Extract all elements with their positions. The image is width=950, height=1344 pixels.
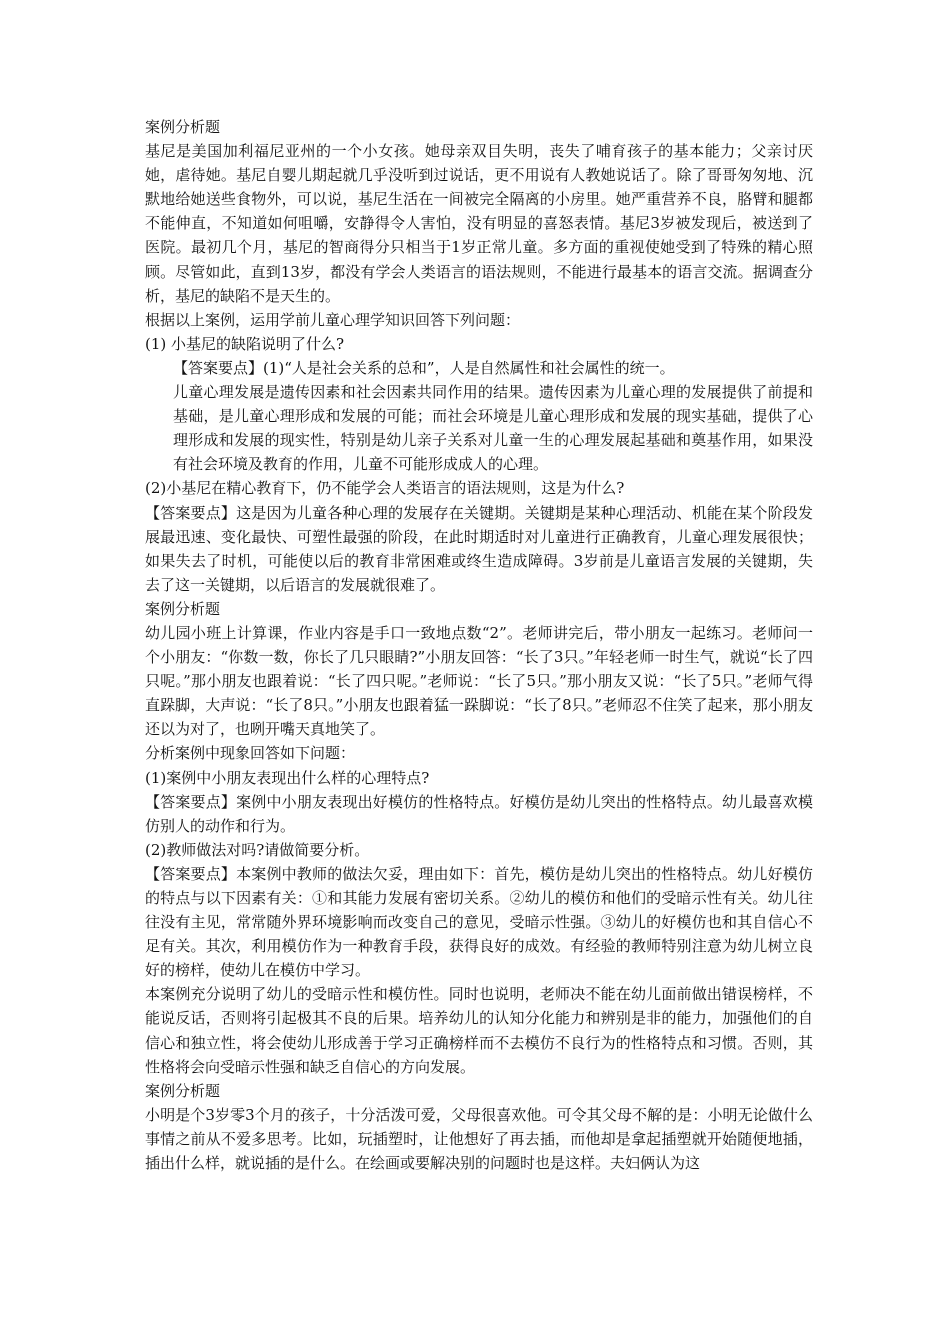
case2-question-2: (2)教师做法对吗?请做简要分析。: [145, 840, 370, 859]
case1-prompt: 根据以上案例，运用学前儿童心理学知识回答下列问题：: [145, 310, 521, 329]
case2-prompt: 分析案例中现象回答如下问题：: [145, 744, 356, 763]
case1-heading: 案例分析题: [145, 118, 221, 136]
case1-answer-2: 【答案要点】这是因为儿童各种心理的发展存在关键期。关键期是某种心理活动、机能在某个阶段发展最迅速、变化最快、可塑性最强的阶段，在此时期适时对儿童进行正确教育，儿童心理发展很快；如果失去了时机，可能使以后的教育非常困难或终生造成障碍。3岁前是儿童语言发展的关键期，失去了这一关键期，以后语言的发展就很难了。: [145, 503, 813, 594]
case1-question-2: (2)小基尼在精心教育下，仍不能学会人类语言的语法规则，这是为什么?: [145, 479, 625, 498]
case1-answer-1-intro: 【答案要点】(1)“人是社会关系的总和”，人是自然属性和社会属性的统一。: [173, 358, 675, 377]
case2-heading: 案例分析题: [145, 599, 221, 618]
case1-question-1: (1) 小基尼的缺陷说明了什么?: [145, 334, 345, 353]
case2-answer-2: 【答案要点】本案例中教师的做法欠妥，理由如下：首先，模仿是幼儿突出的性格特点。幼儿好模仿的特点与以下因素有关：①和其能力发展有密切关系。②幼儿的模仿和他们的受暗示性有关。幼儿往往没有主见，常常随外界环境影响而改变自己的意见，受暗示性强。③幼儿的好模仿也和其自信心不足有关。其次，利用模仿作为一种教育手段，获得良好的成效。有经验的教师特别注意为幼儿树立良好的榜样，使幼儿在模仿中学习。: [145, 864, 813, 980]
case1-story: 基尼是美国加利福尼亚州的一个小女孩。她母亲双目失明，丧失了哺育孩子的基本能力；父亲讨厌她，虐待她。基尼自婴儿期起就几乎没听到过说话，更不用说有人教她说话了。除了哥哥匆匆地、沉默地给她送些食物外，可以说，基尼生活在一间被完全隔离的小房里。她严重营养不良，胳臂和腿都不能伸直，不知道如何咀嚼，安静得令人害怕，没有明显的喜怒表情。基尼3岁被发现后，被送到了医院。最初几个月，基尼的智商得分只相当于1岁正常儿童。多方面的重视使她受到了特殊的精心照顾。尽管如此，直到13岁，都没有学会人类语言的语法规则，不能进行最基本的语言交流。据调查分析，基尼的缺陷不是天生的。: [145, 142, 813, 305]
case3-heading: 案例分析题: [145, 1081, 221, 1100]
case2-story: 幼儿园小班上计算课，作业内容是手口一致地点数“2”。老师讲完后，带小朋友一起练习。老师问一个小朋友：“你数一数，你长了几只眼睛?”小朋友回答：“长了3只。”年轻老师一时生气，就说“长了四只呢。”那小朋友也跟着说：“长了四只呢。”老师说：“长了5只。”那小朋友又说：“长了5只。”老师气得直跺脚，大声说：“长了8只。”小朋友也跟着猛一跺脚说：“长了8只。”老师忍不住笑了起来，那小朋友还以为对了，也咧开嘴天真地笑了。: [145, 623, 813, 739]
case2-question-1: (1)案例中小朋友表现出什么样的心理特点?: [145, 768, 430, 787]
document-page: [145, 115, 813, 1175]
case2-answer-1: 【答案要点】案例中小朋友表现出好模仿的性格特点。好模仿是幼儿突出的性格特点。幼儿最喜欢模仿别人的动作和行为。: [145, 792, 813, 835]
case2-summary: 本案例充分说明了幼儿的受暗示性和模仿性。同时也说明，老师决不能在幼儿面前做出错误榜样，不能说反话，否则将引起极其不良的后果。培养幼儿的认知分化能力和辨别是非的能力，加强他们的自信心和独立性，将会使幼儿形成善于学习正确榜样而不去模仿不良行为的性格特点和习惯。否则，其性格将会向受暗示性强和缺乏自信心的方向发展。: [145, 985, 813, 1076]
case3-story: 小明是个3岁零3个月的孩子，十分活泼可爱，父母很喜欢他。可令其父母不解的是：小明无论做什么事情之前从不爱多思考。比如，玩插塑时，让他想好了再去插，而他却是拿起插塑就开始随便地插，插出什么样，就说插的是什么。在绘画或要解决别的问题时也是这样。夫妇俩认为这: [145, 1105, 813, 1173]
case1-answer-1-body: 儿童心理发展是遗传因素和社会因素共同作用的结果。遗传因素为儿童心理的发展提供了前提和基础，是儿童心理形成和发展的可能；而社会环境是儿童心理形成和发展的现实基础，提供了心理形成和发展的现实性，特别是幼儿亲子关系对儿童一生的心理发展起基础和奠基作用，如果没有社会环境及教育的作用，儿童不可能形成成人的心理。: [173, 383, 813, 474]
